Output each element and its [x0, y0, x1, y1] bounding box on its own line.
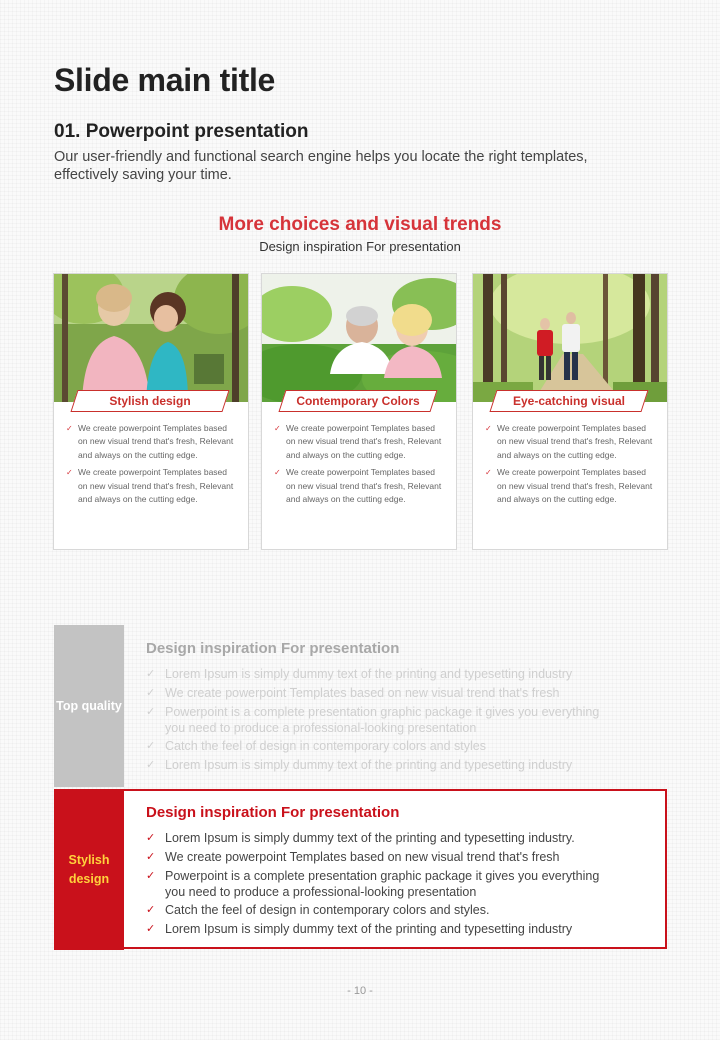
info-block-stylish-design: [54, 789, 667, 950]
card-photo-women: [54, 274, 248, 402]
check-icon: ✓: [146, 850, 156, 863]
card-tag: Eye-catching visual: [489, 390, 648, 412]
card-photo-walkers: [473, 274, 667, 402]
card-bullet-list: [66, 422, 238, 511]
check-icon: ✓: [146, 832, 156, 844]
info-block-top-quality: [54, 625, 667, 787]
feature-card-visual: [472, 273, 668, 550]
list-item: ✓ We create powerpoint Templates based on new visual trend that's fresh, Relevant and always on the cutting edge.: [485, 423, 653, 460]
list-item: ✓ Lorem Ipsum is simply dummy text of the printing and typesetting industry: [146, 667, 573, 681]
check-icon: ✓: [274, 468, 281, 478]
feature-card-stylish: [53, 273, 249, 550]
page-number: - 10 -: [347, 985, 373, 997]
list-item: ✓ Lorem Ipsum is simply dummy text of the printing and typesetting industry: [146, 758, 573, 773]
block-side-label: Top quality: [54, 625, 124, 787]
check-icon: ✓: [146, 904, 156, 917]
block-checklist: [146, 666, 608, 773]
list-item: ✓ We create powerpoint Templates based on new visual trend that's fresh: [146, 685, 560, 700]
check-icon: ✓: [66, 468, 73, 478]
check-icon: ✓: [146, 869, 156, 882]
card-photo-couple: [262, 274, 456, 402]
list-item: ✓ We create powerpoint Templates based on new visual trend that's fresh, Relevant and always on the cutting edge.: [274, 467, 442, 504]
check-icon: ✓: [66, 424, 73, 433]
check-icon: ✓: [274, 424, 281, 433]
list-item: ✓ Powerpoint is a complete presentation graphic package it gives you everything you need to produce a professional-looking presentation: [146, 868, 600, 899]
list-item: ✓ We create powerpoint Templates based on new visual trend that's fresh: [146, 849, 560, 864]
list-item: ✓ Lorem Ipsum is simply dummy text of the printing and typesetting industry: [146, 922, 573, 937]
trends-subheading: Design inspiration For presentation: [259, 239, 461, 254]
check-icon: ✓: [146, 923, 156, 936]
list-item: ✓ Catch the feel of design in contemporary colors and styles: [146, 739, 487, 754]
block-side-label: Stylish design: [54, 789, 124, 950]
check-icon: ✓: [146, 705, 156, 718]
list-item: ✓ We create powerpoint Templates based on new visual trend that's fresh, Relevant and always on the cutting edge.: [485, 467, 653, 504]
list-item: ✓ Lorem Ipsum is simply dummy text of the printing and typesetting industry.: [146, 831, 575, 845]
list-item: ✓ We create powerpoint Templates based on new visual trend that's fresh, Relevant and always on the cutting edge.: [274, 423, 442, 460]
check-icon: ✓: [146, 668, 156, 680]
list-item: ✓ We create powerpoint Templates based on new visual trend that's fresh, Relevant and always on the cutting edge.: [66, 467, 234, 504]
block-checklist: [146, 830, 608, 937]
block-heading: Design inspiration For presentation: [146, 640, 400, 657]
page-title: Slide main title: [54, 62, 276, 98]
card-bullet-list: [274, 422, 446, 511]
check-icon: ✓: [146, 740, 156, 753]
card-tag: Stylish design: [70, 390, 229, 412]
list-item: ✓ Catch the feel of design in contemporary colors and styles.: [146, 903, 490, 918]
block-content: [146, 640, 608, 776]
list-item: ✓ We create powerpoint Templates based on new visual trend that's fresh, Relevant and always on the cutting edge.: [66, 423, 234, 460]
feature-card-colors: [261, 273, 457, 550]
intro-paragraph: Our user-friendly and functional search engine helps you locate the right templates, effectively saving your time.: [54, 149, 588, 183]
card-bullet-list: [485, 422, 657, 511]
check-icon: ✓: [485, 468, 492, 478]
block-heading: Design inspiration For presentation: [146, 804, 400, 821]
check-icon: ✓: [485, 424, 492, 433]
check-icon: ✓: [146, 686, 156, 699]
trends-heading: More choices and visual trends: [218, 214, 502, 235]
card-tag: Contemporary Colors: [278, 390, 437, 412]
list-item: ✓ Powerpoint is a complete presentation graphic package it gives you everything you need to produce a professional-looking presentation: [146, 704, 600, 735]
section-subtitle: 01. Powerpoint presentation: [54, 121, 309, 142]
check-icon: ✓: [146, 759, 156, 772]
block-content: [146, 804, 608, 940]
